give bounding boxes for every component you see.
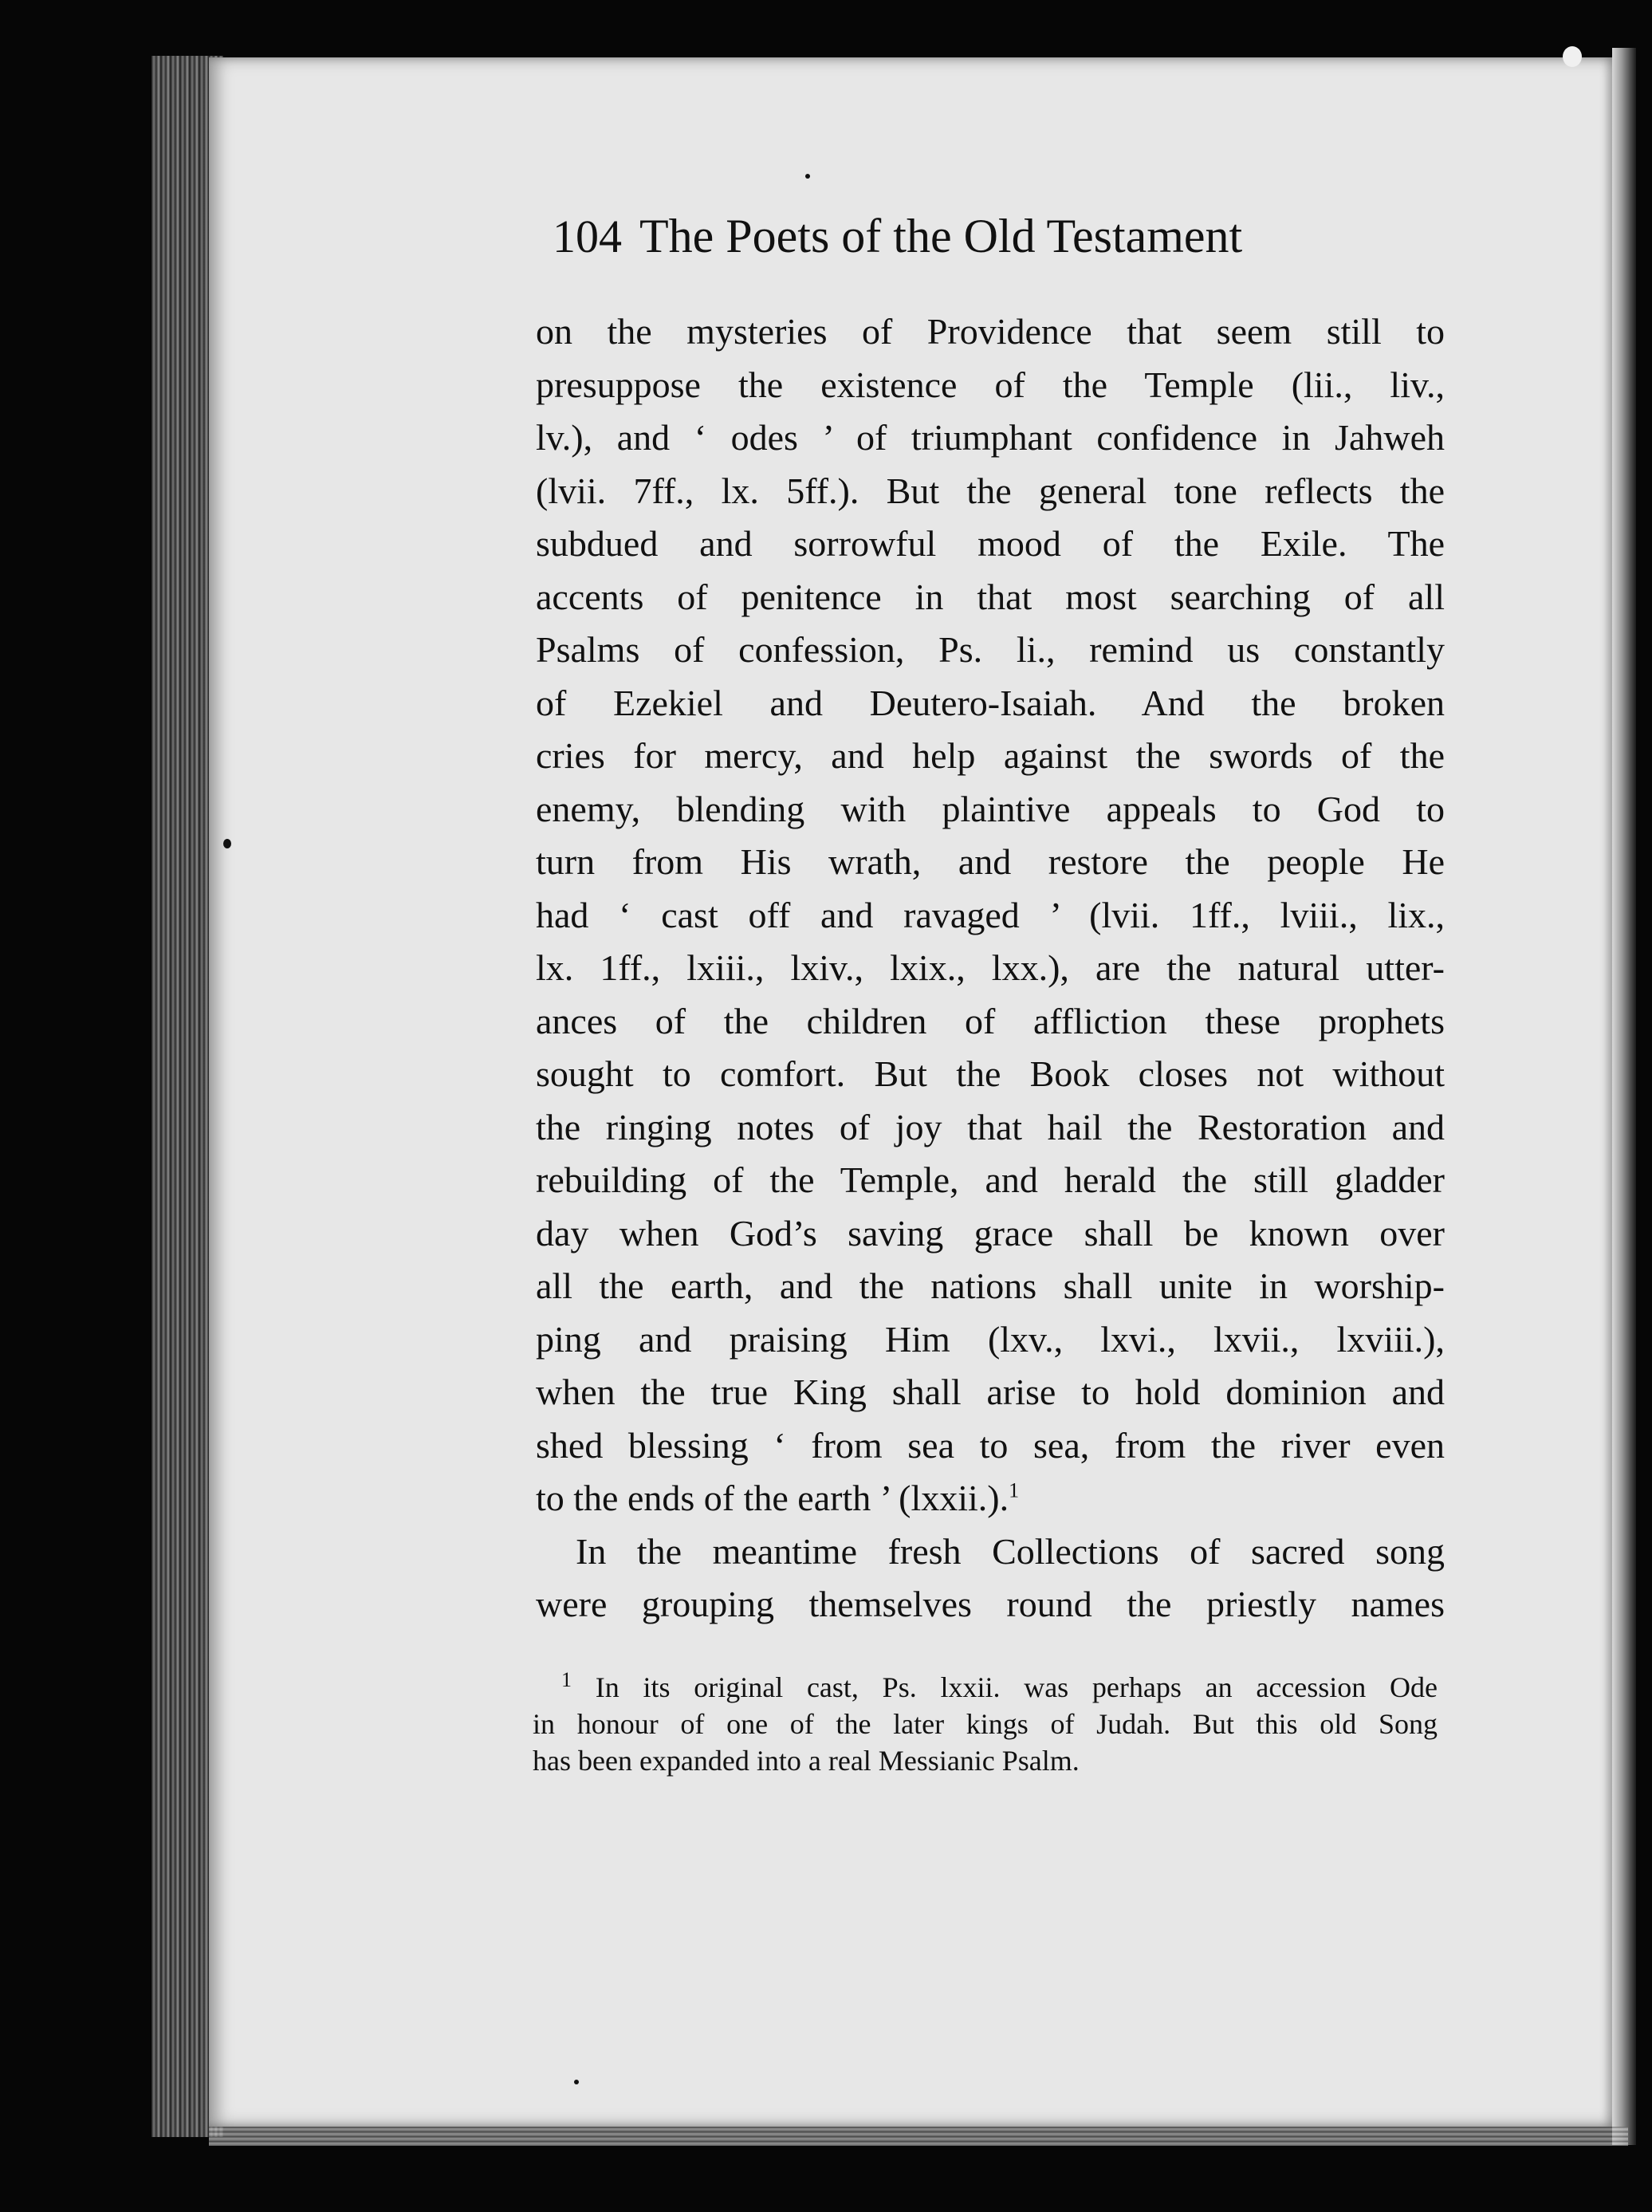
text-line-content: to the ends of the earth ’ (lxxii.). (536, 1478, 1009, 1518)
text-line: sought to comfort. But the Book closes not without (536, 1053, 1445, 1094)
text-line-paragraph-start: In the meantime fresh Collections of sacred song (576, 1530, 1445, 1572)
text-line-paragraph-end (536, 1472, 1445, 1525)
page-block-edge-bottom (209, 2127, 1628, 2146)
text-line: when the true King shall arise to hold dominion and (536, 1372, 1445, 1412)
text-line: presuppose the existence of the Temple (lii., liv., (536, 364, 1445, 405)
text-line: accents of penitence in that most searching of all (536, 576, 1445, 617)
footnote (533, 1669, 1438, 1779)
page-number: 104 (553, 211, 622, 262)
text-line: lx. 1ff., lxiii., lxiv., lxix., lxx.), are the natural utter- (536, 947, 1445, 988)
text-line: day when God’s saving grace shall be known over (536, 1212, 1445, 1254)
text-line: the ringing notes of joy that hail the Restoration and (536, 1106, 1445, 1147)
page-header (553, 209, 1453, 273)
scan-speck (805, 174, 810, 179)
text-line: ping and praising Him (lxv., lxvi., lxvii., lxviii.), (536, 1318, 1445, 1360)
text-line: of Ezekiel and Deutero-Isaiah. And the broken (536, 682, 1445, 723)
text-line: had ‘ cast off and ravaged ’ (lvii. 1ff., lviii., lix., (536, 894, 1445, 935)
footnote-line: has been expanded into a real Messianic Psalm. (533, 1745, 1080, 1777)
text-line: rebuilding of the Temple, and herald the still gladder (536, 1159, 1445, 1200)
text-line: shed blessing ‘ from sea to sea, from the river even (536, 1424, 1445, 1466)
text-line: ances of the children of affliction these prophets (536, 1000, 1445, 1041)
text-line: on the mysteries of Providence that seem still to (536, 311, 1445, 352)
text-line: were grouping themselves round the priestly names (536, 1584, 1445, 1624)
text-line: subdued and sorrowful mood of the Exile. The (536, 523, 1445, 564)
text-line: Psalms of confession, Ps. li., remind us constantly (536, 629, 1445, 670)
footnote-line-text: In its original cast, Ps. lxxii. was perhaps an accession Ode (595, 1671, 1438, 1703)
text-line: lv.), and ‘ odes ’ of triumphant confidence in Jahweh (536, 417, 1445, 458)
footnote-marker: 1 (561, 1668, 572, 1691)
body-text (536, 305, 1445, 1631)
page-binding-edge-right (1612, 48, 1636, 2145)
footnote-line (533, 1669, 1438, 1706)
text-line: cries for mercy, and help against the swords of the (536, 735, 1445, 776)
scan-speck (1563, 46, 1582, 67)
text-line: (lvii. 7ff., lx. 5ff.). But the general tone reflects the (536, 470, 1445, 511)
text-line: enemy, blending with plaintive appeals to God to (536, 788, 1445, 829)
text-line: all the earth, and the nations shall unite in worship- (536, 1265, 1445, 1306)
text-line: turn from His wrath, and restore the people He (536, 841, 1445, 882)
scan-speck (574, 2080, 579, 2084)
footnote-reference: 1 (1009, 1478, 1020, 1502)
scan-speck (223, 839, 231, 848)
footnote-line: in honour of one of the later kings of Judah. But this old Song (533, 1708, 1438, 1740)
running-title: The Poets of the Old Testament (639, 210, 1243, 262)
